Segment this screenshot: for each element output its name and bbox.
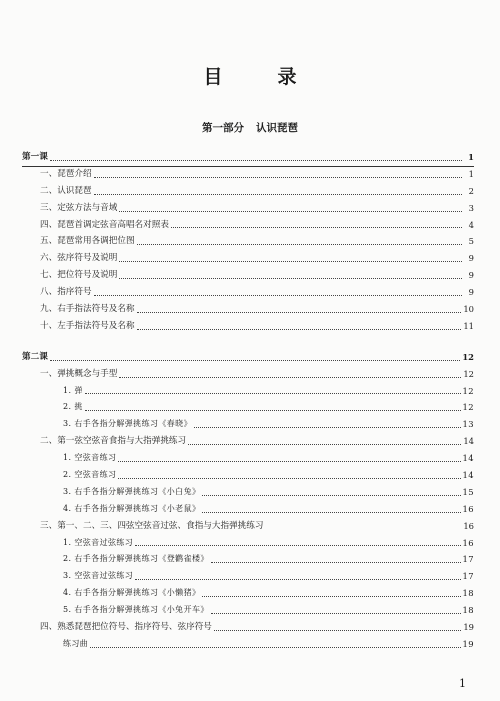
toc-entry-label: 第一课 bbox=[22, 151, 48, 162]
toc-entry[interactable] bbox=[22, 416, 474, 433]
toc-entry-page: 17 bbox=[462, 571, 474, 582]
toc-entry[interactable] bbox=[22, 585, 474, 602]
toc-entry-label: 2. 右手各指分解弹挑练习《登鹳雀楼》 bbox=[63, 554, 209, 564]
dot-leader bbox=[202, 512, 460, 513]
toc-entry-label: 4. 右手各指分解弹挑练习《小老鼠》 bbox=[63, 503, 201, 513]
table-of-contents bbox=[22, 149, 474, 653]
dot-leader bbox=[85, 410, 461, 411]
toc-entry-label: 一、琵琶介绍 bbox=[40, 168, 92, 179]
toc-entry-page: 11 bbox=[463, 320, 474, 331]
dot-leader bbox=[50, 360, 461, 361]
toc-entry-page: 1 bbox=[468, 168, 474, 179]
toc-entry[interactable] bbox=[22, 551, 474, 568]
toc-entry-page: 12 bbox=[462, 402, 474, 413]
dot-leader bbox=[94, 177, 462, 178]
toc-entry-page: 16 bbox=[462, 503, 474, 514]
toc-entry[interactable] bbox=[22, 484, 474, 501]
toc-entry-label: 3. 右手各指分解弹挑练习《春晓》 bbox=[63, 419, 192, 429]
toc-entry-label: 十、左手指法符号及名称 bbox=[40, 320, 135, 331]
part-title bbox=[0, 120, 500, 135]
dot-leader bbox=[135, 579, 460, 580]
toc-entry[interactable] bbox=[22, 568, 474, 585]
toc-entry-page: 15 bbox=[462, 486, 474, 497]
toc-entry-label: 1. 空弦音练习 bbox=[63, 453, 117, 463]
toc-entry-label: 五、琵琶常用各调把位图 bbox=[40, 236, 135, 247]
toc-entry-label: 四、琵琶首调定弦音高唱名对照表 bbox=[40, 219, 169, 230]
toc-entry[interactable] bbox=[22, 217, 474, 234]
toc-entry[interactable] bbox=[22, 267, 474, 284]
toc-entry-page: 14 bbox=[462, 453, 474, 464]
toc-entry-label: 3. 空弦音过弦练习 bbox=[63, 571, 134, 581]
toc-entry-page: 10 bbox=[463, 304, 474, 314]
toc-entry[interactable] bbox=[22, 602, 474, 619]
dot-leader bbox=[214, 630, 461, 631]
dot-leader bbox=[135, 545, 460, 546]
toc-entry-page: 5 bbox=[468, 236, 474, 247]
toc-entry[interactable] bbox=[22, 301, 474, 318]
toc-entry[interactable] bbox=[22, 399, 474, 416]
dot-leader bbox=[94, 295, 462, 296]
toc-entry-label: 第二课 bbox=[22, 351, 48, 362]
toc-entry[interactable] bbox=[22, 166, 474, 183]
dot-leader bbox=[119, 377, 461, 378]
toc-entry-page: 16 bbox=[463, 520, 474, 531]
page-title: 目 录 bbox=[203, 66, 315, 88]
toc-entry-page: 19 bbox=[462, 638, 474, 649]
dot-leader bbox=[119, 261, 462, 262]
dot-leader bbox=[118, 461, 460, 462]
toc-entry-label: 2. 空弦音练习 bbox=[63, 470, 117, 480]
toc-entry-label: 练习曲 bbox=[63, 638, 89, 648]
dot-leader bbox=[137, 329, 462, 330]
dot-leader bbox=[137, 244, 462, 245]
toc-entry[interactable] bbox=[22, 619, 474, 636]
toc-entry-label: 2. 挑 bbox=[63, 402, 83, 412]
toc-lesson-entry[interactable] bbox=[22, 349, 474, 366]
toc-entry[interactable] bbox=[22, 233, 474, 250]
page-number: 1 bbox=[459, 677, 466, 690]
dot-leader bbox=[137, 312, 462, 313]
dot-leader bbox=[119, 278, 462, 279]
toc-entry-label: 八、指序符号 bbox=[40, 287, 92, 298]
dot-leader bbox=[202, 596, 460, 597]
dot-leader bbox=[211, 562, 461, 563]
toc-entry-label: 4. 右手各指分解弹挑练习《小懒猪》 bbox=[63, 588, 201, 598]
toc-entry[interactable] bbox=[22, 284, 474, 301]
toc-entry-label: 九、右手指法符号及名称 bbox=[40, 304, 135, 314]
toc-entry-page: 18 bbox=[462, 605, 474, 616]
toc-entry-page: 14 bbox=[462, 470, 474, 481]
toc-entry-page: 9 bbox=[468, 287, 474, 298]
toc-entry-page: 16 bbox=[462, 537, 474, 548]
dot-leader bbox=[50, 160, 462, 161]
toc-entry-label: 四、熟悉琵琶把位符号、指序符号、弦序符号 bbox=[40, 622, 212, 633]
toc-entry-label: 二、认识琵琶 bbox=[40, 185, 92, 196]
dot-leader bbox=[90, 647, 460, 648]
toc-entry-label: 七、把位符号及说明 bbox=[40, 270, 118, 281]
dot-leader bbox=[194, 427, 461, 428]
toc-entry[interactable] bbox=[22, 383, 474, 400]
toc-entry[interactable] bbox=[22, 501, 474, 518]
toc-entry-label: 1. 弹 bbox=[63, 385, 83, 395]
toc-entry[interactable] bbox=[22, 250, 474, 267]
toc-entry-page: 19 bbox=[463, 622, 474, 633]
toc-entry[interactable] bbox=[22, 636, 474, 653]
dot-leader bbox=[171, 227, 462, 228]
dot-leader bbox=[188, 444, 461, 445]
part-name: 认识琵琶 bbox=[256, 122, 298, 134]
toc-entry-label: 六、弦序符号及说明 bbox=[40, 253, 118, 264]
toc-entry-page: 4 bbox=[468, 219, 474, 230]
toc-entry-page: 12 bbox=[463, 368, 474, 379]
toc-entry[interactable] bbox=[22, 183, 474, 200]
dot-leader bbox=[85, 393, 461, 394]
toc-entry-label: 三、定弦方法与音域 bbox=[40, 202, 118, 213]
toc-entry-label: 1. 空弦音过弦练习 bbox=[63, 537, 134, 547]
toc-entry-page: 17 bbox=[462, 554, 474, 565]
toc-entry-label: 5. 右手各指分解弹挑练习《小兔开车》 bbox=[63, 605, 209, 615]
toc-entry-page: 3 bbox=[468, 202, 474, 213]
toc-entry-label: 3. 右手各指分解弹挑练习《小白兔》 bbox=[63, 486, 201, 496]
dot-leader bbox=[202, 495, 460, 496]
toc-entry-page: 13 bbox=[462, 419, 474, 430]
toc-entry-page: 9 bbox=[468, 270, 474, 281]
toc-entry[interactable] bbox=[22, 366, 474, 383]
toc-lesson-entry[interactable] bbox=[22, 149, 474, 166]
toc-entry-page: 12 bbox=[462, 385, 474, 396]
toc-entry[interactable] bbox=[22, 433, 474, 450]
toc-entry-page: 1 bbox=[468, 151, 474, 162]
toc-entry[interactable] bbox=[22, 535, 474, 552]
dot-leader bbox=[119, 211, 462, 212]
toc-entry-page: 12 bbox=[462, 351, 474, 362]
toc-entry-page: 9 bbox=[468, 253, 474, 264]
toc-entry-label: 一、弹挑概念与手型 bbox=[40, 368, 118, 379]
toc-entry[interactable] bbox=[22, 318, 474, 335]
toc-entry-page: 14 bbox=[463, 436, 474, 447]
toc-entry-page: 2 bbox=[468, 185, 474, 196]
toc-entry[interactable] bbox=[22, 518, 474, 535]
part-number: 第一部分 bbox=[202, 122, 244, 134]
dot-leader bbox=[94, 194, 462, 195]
dot-leader bbox=[118, 478, 460, 479]
dot-leader bbox=[211, 613, 461, 614]
toc-entry[interactable] bbox=[22, 200, 474, 217]
toc-entry[interactable] bbox=[22, 450, 474, 467]
toc-entry-label: 二、第一弦空弦音食指与大指弹挑练习 bbox=[40, 436, 187, 447]
toc-entry[interactable] bbox=[22, 467, 474, 484]
toc-entry-label: 三、第一、二、三、四弦空弦音过弦、食指与大指弹挑练习 bbox=[40, 520, 264, 531]
toc-entry-page: 18 bbox=[462, 588, 474, 599]
